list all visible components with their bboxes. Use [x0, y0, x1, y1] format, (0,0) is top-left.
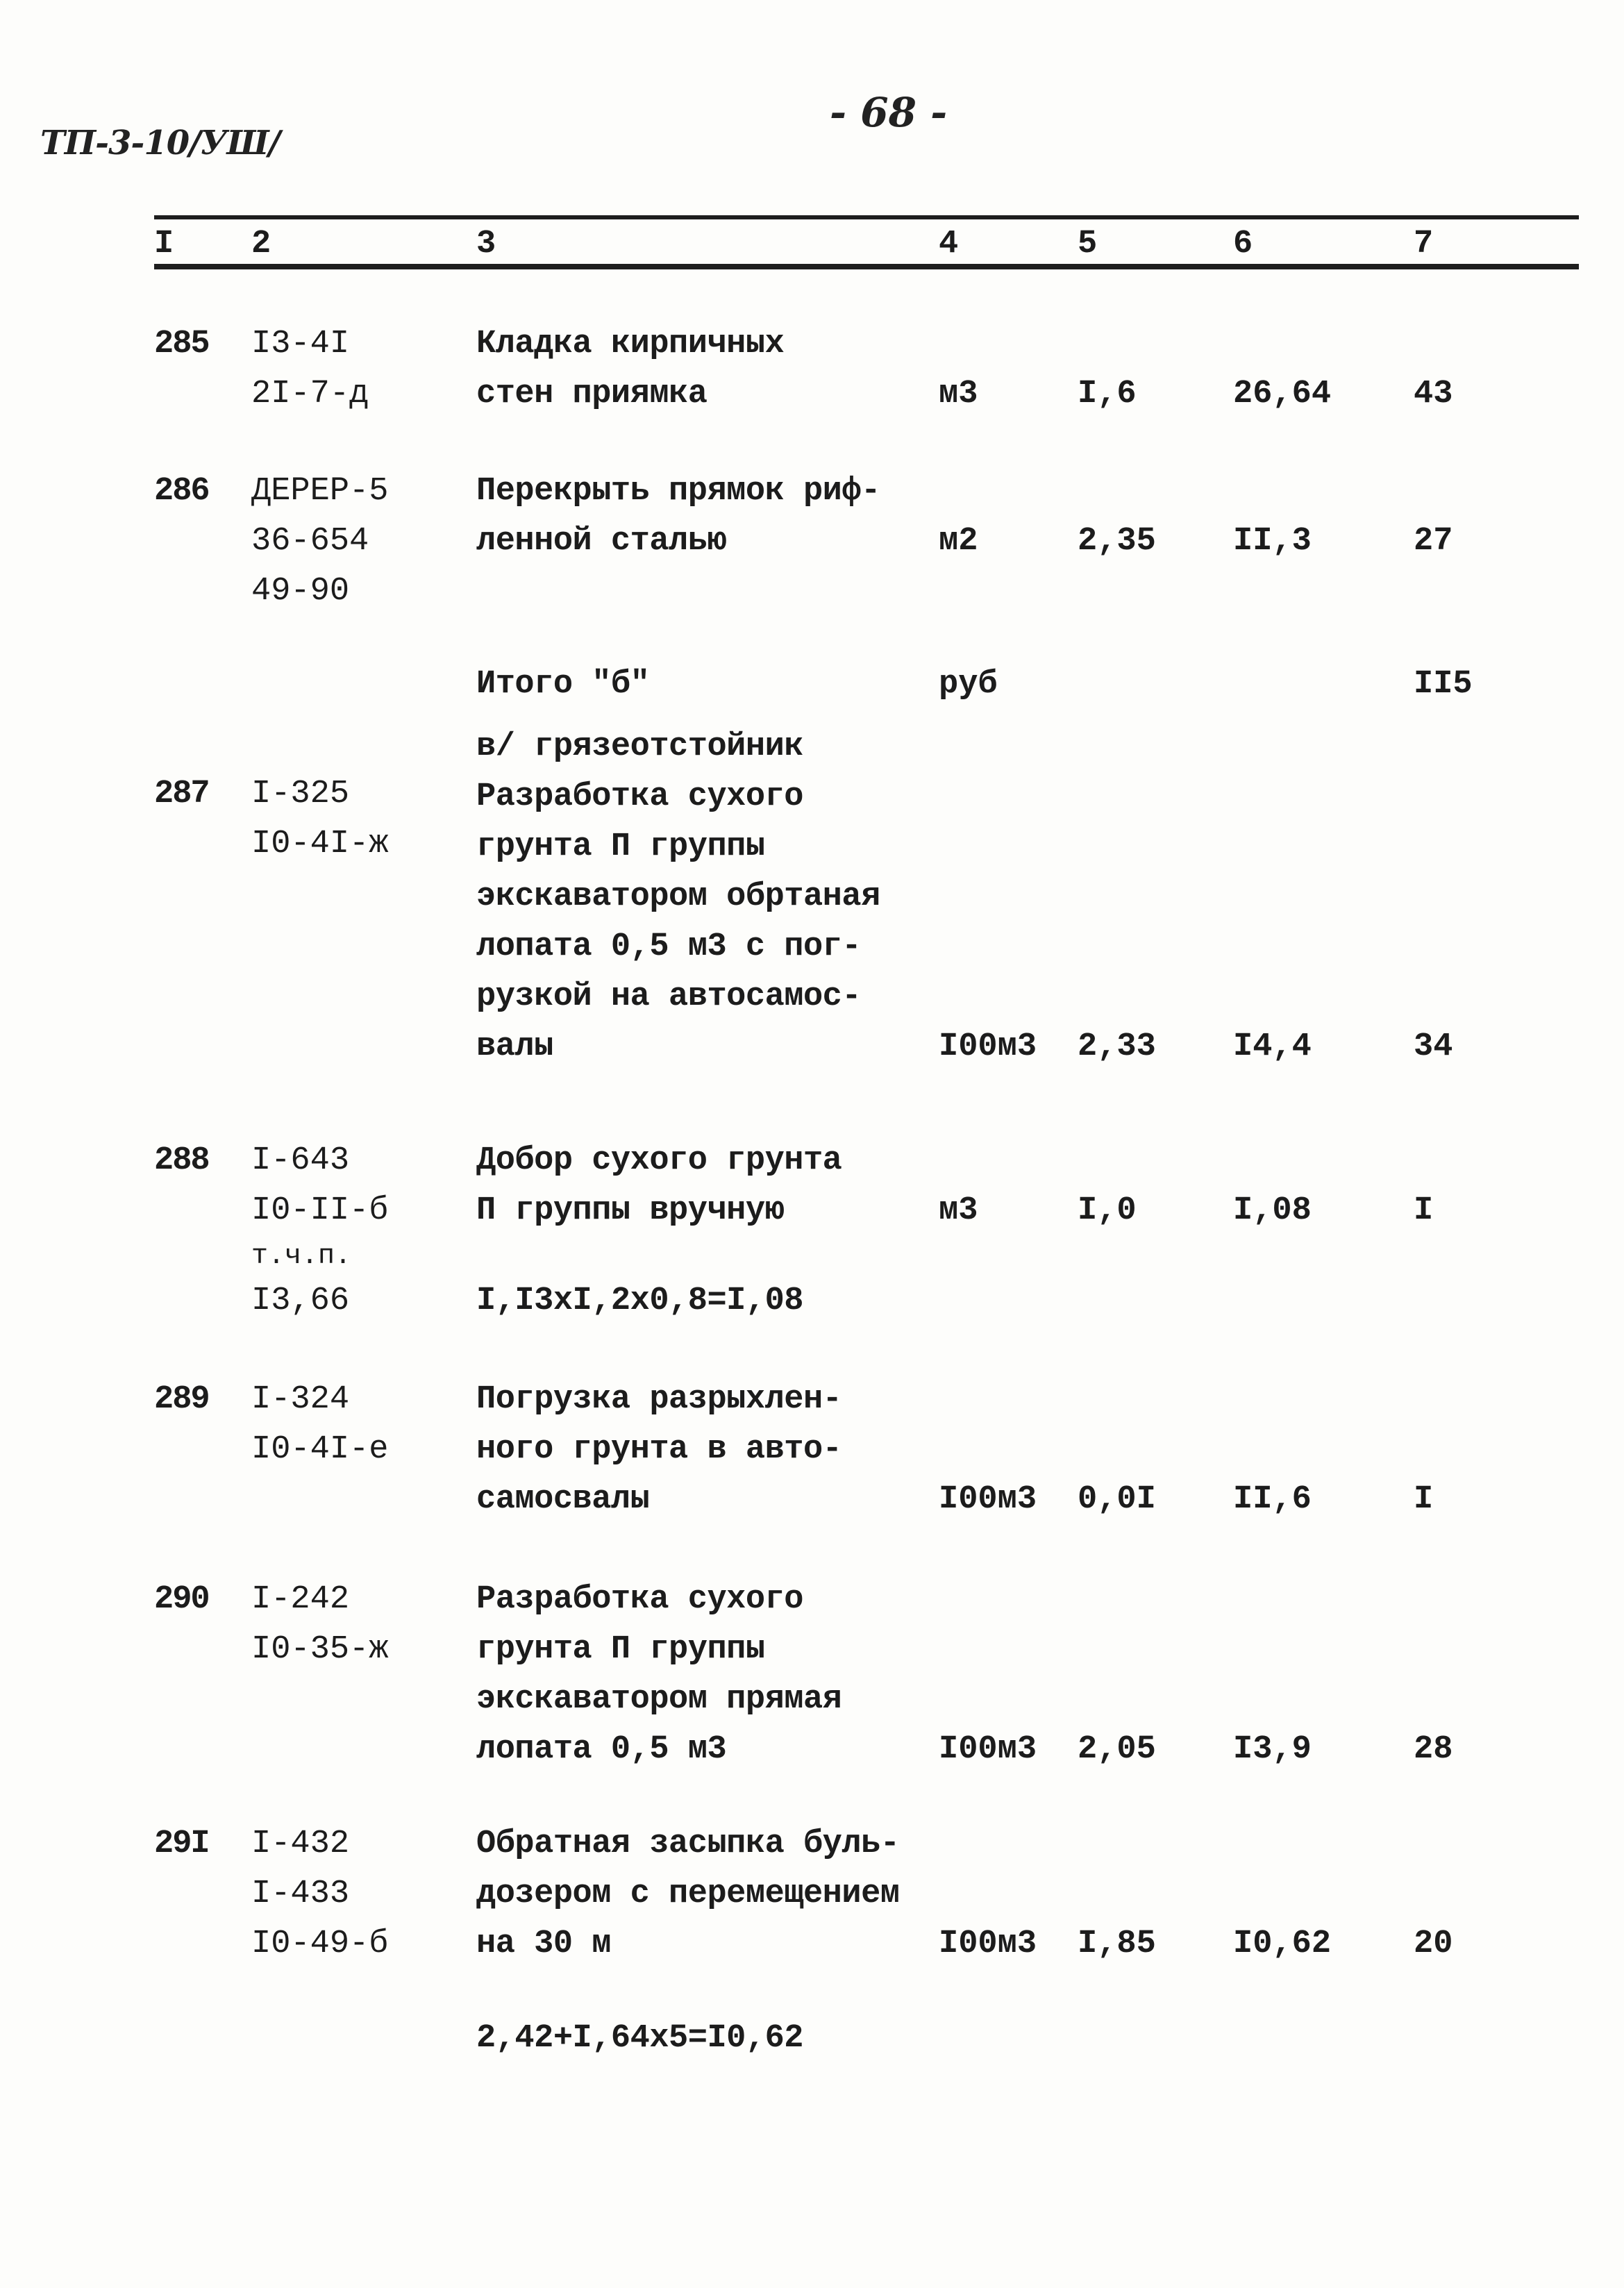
work-description: ленной сталью — [476, 523, 727, 560]
work-description: Кладка кирпичных — [476, 326, 785, 362]
work-description: ного грунта в авто- — [476, 1431, 842, 1468]
total-cost: 34 — [1414, 1028, 1453, 1065]
rate-code: I3-4I — [251, 326, 350, 362]
column-header-6: 6 — [1233, 226, 1253, 262]
work-description: Добор сухого грунта — [476, 1142, 842, 1179]
rate-code: ДЕРЕР-5 — [251, 473, 389, 510]
rate-code: I0-49-б — [251, 1926, 389, 1962]
unit: м2 — [939, 523, 978, 560]
rate-code: I-324 — [251, 1381, 350, 1418]
total-cost: I — [1414, 1481, 1434, 1518]
rate-code: I0-4I-е — [251, 1431, 389, 1468]
quantity: 2,35 — [1078, 523, 1156, 560]
work-description: Разработка сухого — [476, 1581, 803, 1618]
work-description: П группы вручную — [476, 1192, 785, 1229]
rate-code: I-643 — [251, 1142, 350, 1179]
rate-code: 2I-7-д — [251, 376, 369, 412]
work-description: грунта П группы — [476, 828, 765, 865]
column-header-5: 5 — [1078, 226, 1098, 262]
work-description: Разработка сухого — [476, 778, 803, 815]
row-number: 29I — [154, 1826, 209, 1862]
work-description: Погрузка разрыхлен- — [476, 1381, 842, 1418]
rate-code-note: т.ч.п. — [251, 1241, 352, 1272]
total-cost: 28 — [1414, 1731, 1453, 1768]
rate-code: I-325 — [251, 776, 350, 812]
total-cost: 20 — [1414, 1926, 1453, 1962]
quantity: 2,05 — [1078, 1731, 1156, 1768]
quantity: I,85 — [1078, 1926, 1156, 1962]
work-description: рузкой на автосамос- — [476, 978, 862, 1015]
unit-price: I,08 — [1233, 1192, 1312, 1229]
table-top-rule — [154, 215, 1579, 219]
unit: I00м3 — [939, 1028, 1037, 1065]
total-cost: 43 — [1414, 376, 1453, 412]
unit-price: I4,4 — [1233, 1028, 1312, 1065]
unit-price: II,6 — [1233, 1481, 1312, 1518]
row-number: 287 — [154, 776, 209, 812]
work-description: Обратная засыпка буль- — [476, 1826, 900, 1862]
subtotal-value: II5 — [1414, 666, 1473, 703]
work-description: грунта П группы — [476, 1631, 765, 1668]
rate-code: I0-35-ж — [251, 1631, 389, 1668]
document-code: ТП-3-10/УШ/ — [40, 124, 280, 162]
section-heading: в/ грязеотстойник — [476, 728, 803, 765]
total-cost: I — [1414, 1192, 1434, 1229]
calculation: 2,42+I,64x5=I0,62 — [476, 2020, 803, 2057]
calculation: I,I3xI,2x0,8=I,08 — [476, 1283, 803, 1319]
column-header-7: 7 — [1414, 226, 1434, 262]
column-header-4: 4 — [939, 226, 959, 262]
unit-price: I0,62 — [1233, 1926, 1332, 1962]
work-description: экскаватором прямая — [476, 1681, 842, 1718]
quantity: 2,33 — [1078, 1028, 1156, 1065]
total-cost: 27 — [1414, 523, 1453, 560]
column-header-1: I — [154, 226, 173, 262]
subtotal-label: Итого "б" — [476, 666, 650, 703]
work-description: Перекрыть прямок риф- — [476, 473, 880, 510]
unit: I00м3 — [939, 1481, 1037, 1518]
rate-code: I-433 — [251, 1876, 350, 1912]
rate-code: 36-654 — [251, 523, 369, 560]
quantity: I,0 — [1078, 1192, 1137, 1229]
rate-code: I-242 — [251, 1581, 350, 1618]
work-description: на 30 м — [476, 1926, 611, 1962]
work-description: валы — [476, 1028, 553, 1065]
row-number: 290 — [154, 1581, 209, 1618]
unit: руб — [939, 666, 998, 703]
row-number: 288 — [154, 1142, 209, 1179]
rate-code: I0-II-б — [251, 1192, 389, 1229]
unit: м3 — [939, 1192, 978, 1229]
unit-price: I3,9 — [1233, 1731, 1312, 1768]
row-number: 289 — [154, 1381, 209, 1418]
table-header-rule — [154, 264, 1579, 269]
unit-price: 26,64 — [1233, 376, 1332, 412]
work-description: лопата 0,5 м3 — [476, 1731, 727, 1768]
work-description: экскаватором обртаная — [476, 878, 880, 915]
rate-code: I3,66 — [251, 1283, 350, 1319]
row-number: 285 — [154, 326, 209, 362]
unit: I00м3 — [939, 1731, 1037, 1768]
work-description: самосвалы — [476, 1481, 650, 1518]
work-description: лопата 0,5 м3 с пог- — [476, 928, 862, 965]
column-header-3: 3 — [476, 226, 496, 262]
rate-code: I-432 — [251, 1826, 350, 1862]
column-header-2: 2 — [251, 226, 271, 262]
unit: I00м3 — [939, 1926, 1037, 1962]
quantity: 0,0I — [1078, 1481, 1156, 1518]
unit: м3 — [939, 376, 978, 412]
rate-code: 49-90 — [251, 573, 350, 610]
quantity: I,6 — [1078, 376, 1137, 412]
rate-code: I0-4I-ж — [251, 826, 389, 862]
work-description: стен приямка — [476, 376, 708, 412]
page-number: - 68 - — [830, 89, 948, 136]
row-number: 286 — [154, 473, 209, 510]
work-description: дозером с перемещением — [476, 1876, 900, 1912]
unit-price: II,3 — [1233, 523, 1312, 560]
